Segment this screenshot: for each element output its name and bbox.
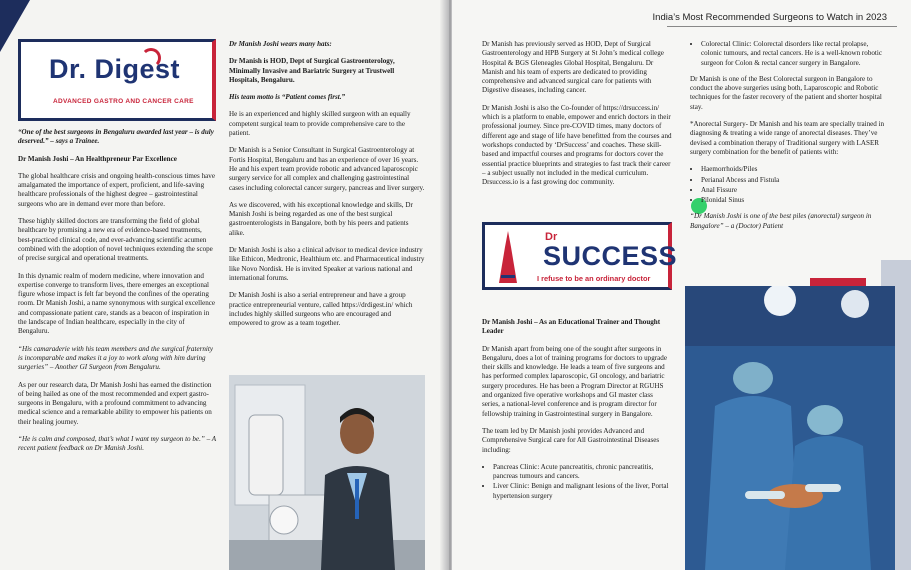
paragraph: Dr Manish Joshi is also a clinical advisor to medical device industry like Ethicon, Medtronic, Healthium etc. and Pharmaceutical industry like Novo Nordisk. He is invited Speaker at various national and international forums. — [229, 246, 425, 282]
section-heading: Dr Manish Joshi – As an Educational Trainer and Thought Leader — [482, 318, 661, 336]
success-logo-word: SUCCESS — [543, 241, 678, 271]
paragraph: The team led by Dr Manish joshi provides Advanced and Comprehensive Surgical care for All Gastrointestinal Diseases including: — [482, 426, 660, 454]
right-column-1 — [482, 40, 672, 195]
logo-subtitle: ADVANCED GASTRO AND CANCER CARE — [53, 98, 194, 105]
paragraph: Dr Manish Joshi is also a serial entrepreneur and have a group practice entrepreneurial venture, called https://drdigest.in/ which includes highly skilled surgeons who are encouraged and empowered to grow as a team together. — [229, 291, 413, 328]
doctor-photo-illustration — [229, 375, 425, 570]
paragraph: *Anorectal Surgery- Dr Manish and his team are specially trained in diagnosing & treating a wide range of anorectal diseases. They’ve devised a combination therapy of Traditional surgery with LASER surgery combination for the benefit of patients with: — [690, 120, 885, 156]
left-column-1 — [18, 128, 216, 462]
team-motto: His team motto is “Patient comes first.” — [229, 93, 346, 102]
dr-digest-logo — [18, 39, 216, 121]
list-item: • Pilonidal Sinus — [701, 196, 885, 205]
anorectal-conditions-list — [690, 165, 885, 205]
left-page — [0, 0, 448, 570]
paragraph: Dr Manish apart from being one of the sought after surgeons in Bengaluru, does a lot of training programs for doctors to upgrade their skills and knowledge. He leads a team of five surgeons and has performed complex laparoscopic, GI oncology, and bariatric surgery procedures. He has been a Program Director at RGUHS and organized five operative workshops and GI master class series, a national-level conference and is program director for fellowship training in Gastrointestinal surgery in Bangalore. — [482, 344, 667, 418]
success-logo-dr: Dr — [545, 231, 558, 243]
dr-success-logo — [482, 222, 678, 290]
paragraph: Dr Manish has previously served as HOD, Dept of Surgical Gastroenterology and HPB Surgery at St John’s medical college Hospital & BGS Gleneagles Global Hospital, Bengaluru. Dr Manish and his team of experts are dedicated to providing comprehensive and advanced surgical care for patients with Digestive diseases, including cancer. — [482, 40, 664, 95]
red-bar-decoration — [810, 278, 866, 286]
paragraph: As per our research data, Dr Manish Joshi has earned the distinction of being hailed as one of the most recommended and expert gastro-surgeons in Bengaluru, with a profound commitment to advancing medical science and a remarkable ability to empower his patients on their healing journey. — [18, 380, 212, 426]
logo-text: Dr. Digest — [49, 54, 181, 84]
list-item: • Pancreas Clinic: Acute pancreatitis, chronic pancreatitis, pancreas tumours and cancers. — [493, 463, 672, 482]
paragraph: Dr Manish is one of the Best Colorectal surgeon in Bangalore to conduct the above surgeries using both, Laparoscopic and Robotic techniques for the faster recovery of the patient and shorter hospital stay. — [690, 74, 882, 111]
paragraph: Dr Manish is a Senior Consultant in Surgical Gastroenterology at Fortis Hospital, Bengaluru and has an experience of over 16 years. He and his expert team provide robotic and advanced laparoscopic surgery service for all complex and challenging gastrointestinal cases including colorectal cancer surgery, pancreas and liver surgery. — [229, 146, 425, 192]
header-rule — [667, 26, 897, 27]
success-logo-tagline: I refuse to be an ordinary doctor — [537, 274, 651, 283]
quote-patient: “Dr Manish Joshi is one of the best piles (anorectal) surgeon in Bangalore” – a (Doctor) Patient — [690, 212, 872, 230]
surgery-photo-illustration — [685, 286, 895, 570]
quote-trainee: “One of the best surgeons in Bengaluru awarded last year – is duly deserved.” – says a Trainee. — [18, 128, 214, 146]
right-column-3 — [482, 318, 672, 508]
list-item: • Perianal Abcess and Fistula — [701, 176, 885, 185]
paragraph: Dr Manish Joshi is also the Co-founder of https://drsuccess.in/ which is a platform to enable, empower and enrich doctors in their professional journey. Since pre-COVID times, many doctors of different age and stage of life have benefitted from the courses and workshops conducted by ‘DrSuccess’ and coaches. These skill-based and impactful courses and programs for doctors cover the essential practice blueprints and strategies to fast track their career – a subject usually not included in the medical curriculum. Drsuccess.io is a fast growing doc community. — [482, 103, 672, 187]
left-column-2 — [229, 40, 425, 336]
paragraph: As we discovered, with his exceptional knowledge and skills, Dr Manish Joshi is being regarded as one of the best surgical gastroenterologists in Bangalore, both by his peers and patients alike. — [229, 200, 413, 237]
clinic-list — [690, 40, 885, 68]
list-item: • Liver Clinic: Benign and malignant lesions of the liver, Portal hypertension surgery — [493, 482, 672, 501]
quote-patient: “He is calm and composed, that’s what I want my surgeon to be.” – A recent patient feedback on Dr Manish Joshi. — [18, 435, 216, 453]
surgery-photo — [685, 286, 895, 570]
tower-icon — [495, 231, 521, 283]
clinic-list — [482, 463, 672, 501]
paragraph: In this dynamic realm of modern medicine, where innovation and expertise converge to transform lives, there emerges an exceptional figure whose impact is felt far beyond the confines of the operating room. Dr Manish Joshi, a name synonymous with surgical excellence and compassionate patient care, stands as a beacon of inspiration in the landscape of Indian healthcare, especially in the city of Bengaluru. — [18, 271, 216, 336]
right-page — [452, 0, 911, 570]
quote-surgeon: “His camaraderie with his team members and the surgical fraternity is incomparable and makes it a joy to work along with him during surgeries” – Another GI Surgeon from Bengaluru. — [18, 344, 213, 372]
list-item: • Anal Fissure — [701, 186, 885, 195]
doctor-photo — [229, 375, 425, 570]
paragraph: He is an experienced and highly skilled surgeon with an equally competent surgical team to provide comprehensive care to the patient. — [229, 110, 411, 138]
right-column-2 — [690, 40, 885, 239]
paragraph: The global healthcare crisis and ongoing health-conscious times have amalgamated the importance of expert, proficient, and life-saving healthcare professionals of the highest degree – gastrointestinal surgeons who are in demand ever more than before. — [18, 171, 215, 208]
page-header-title: India’s Most Recommended Surgeons to Watch in 2023 — [652, 12, 887, 23]
paragraph: These highly skilled doctors are transforming the field of global healthcare by promising a new era of evidence-based treatments, best-practiced clinical code, and ever-advancing scientific acumen combined with the adoption of novel techniques extending the scope of precise surgical and operational treatments. — [18, 217, 213, 263]
list-item: • Haemorrhoids/Piles — [701, 165, 885, 174]
section-heading: Dr Manish Joshi – An Healthpreneur Par Excellence — [18, 154, 177, 163]
paragraph: Dr Manish is HOD, Dept of Surgical Gastroenterology, Minimally Invasive and Bariatric Surgery at Trustwell Hospitals, Bengaluru. — [229, 57, 395, 84]
list-item: • Colorectal Clinic: Colorectal disorders like rectal prolapse, colonic tumours, and rectal cancers. He is a well-known robotic surgeon for Colon & rectal cancer surgery in Bangalore. — [701, 40, 885, 68]
section-heading: Dr Manish Joshi wears many hats: — [229, 40, 332, 48]
